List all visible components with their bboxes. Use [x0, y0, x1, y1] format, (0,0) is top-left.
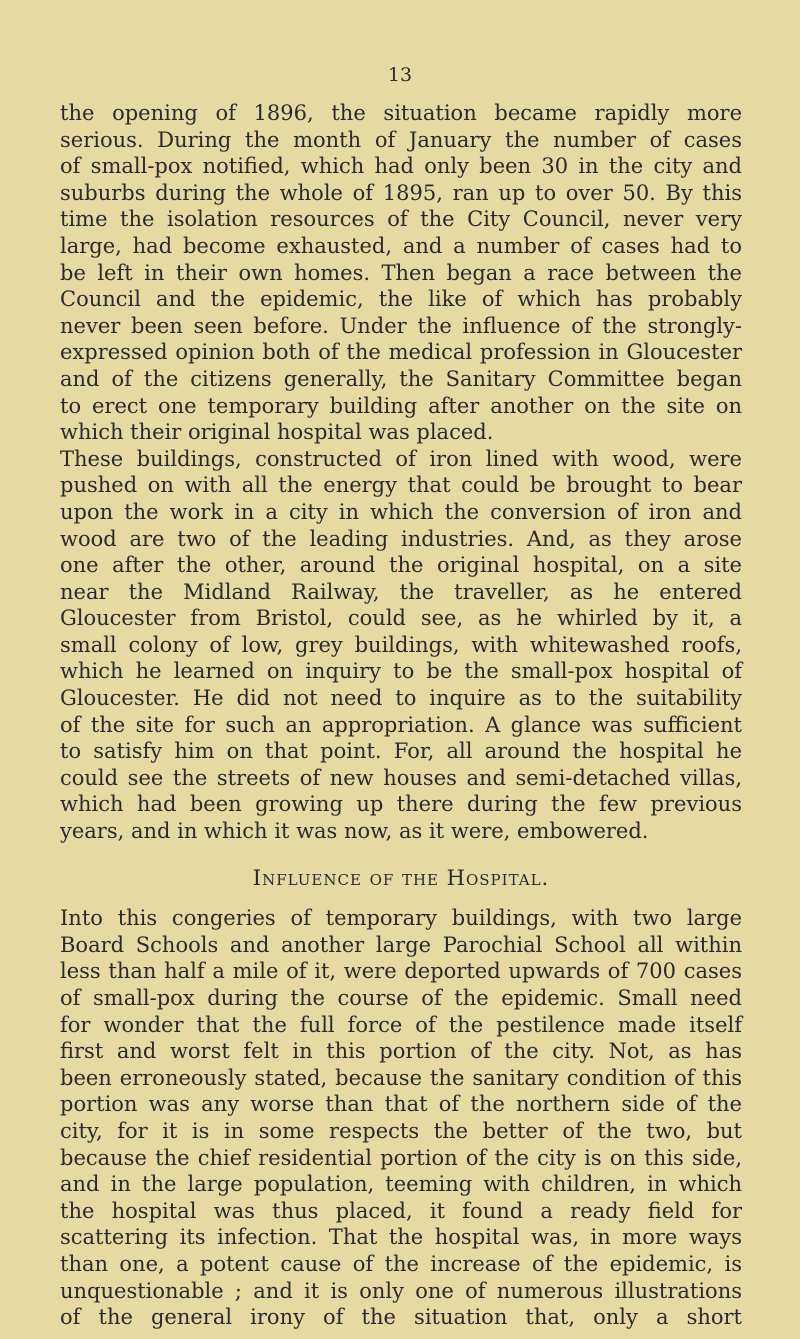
text-line: the hospital was thus placed, it found a ready field for: [60, 1198, 742, 1223]
text-line: less than half a mile of it, were deported upwards of 700 cases: [60, 959, 742, 984]
text-line: first and worst felt in this portion of the city. Not, as has: [60, 1039, 742, 1064]
text-line: of the general irony of the situation that, only a short: [60, 1305, 742, 1330]
text-line: pushed on with all the energy that could be brought to bear: [60, 473, 742, 498]
text-line: because the chief residential portion of the city is on this side,: [60, 1145, 742, 1170]
text-line: near the Midland Railway, the traveller, as he entered: [60, 579, 742, 604]
text-line: Into this congeries of temporary buildings, with two large: [60, 906, 742, 931]
page-number: 13: [387, 64, 413, 86]
text-line: which had been growing up there during the few previous: [60, 792, 742, 817]
body-text: [60, 100, 742, 1331]
paragraph-1: [60, 100, 742, 446]
text-line: wood are two of the leading industries. And, as they arose: [60, 526, 742, 551]
text-line: be left in their own homes. Then began a race between the: [60, 260, 742, 285]
text-line: city, for it is in some respects the better of the two, but: [60, 1118, 742, 1143]
text-line: time the isolation resources of the City Council, never very: [60, 207, 742, 232]
text-line: portion was any worse than that of the northern side of the: [60, 1092, 742, 1117]
text-line: for wonder that the full force of the pestilence made itself: [60, 1012, 742, 1037]
text-line: large, had become exhausted, and a number of cases had to: [60, 233, 742, 258]
text-line: to erect one temporary building after another on the site on: [60, 393, 742, 418]
text-line: the opening of 1896, the situation became rapidly more: [60, 101, 742, 125]
text-line: of small-pox during the course of the epidemic. Small need: [60, 986, 742, 1010]
text-line: could see the streets of new houses and semi-detached villas,: [60, 765, 742, 790]
section-heading: Influence of the Hospital.: [252, 865, 550, 890]
text-line: to satisfy him on that point. For, all around the hospital he: [60, 739, 742, 764]
text-line: Gloucester from Bristol, could see, as he whirled by it, a: [60, 606, 742, 631]
text-line: of the site for such an appropriation. A glance was sufficient: [60, 712, 742, 737]
text-line: serious. During the month of January the number of cases: [60, 127, 742, 152]
text-line: never been seen before. Under the influence of the strongly-: [60, 313, 742, 338]
text-line: one after the other, around the original hospital, on a site: [60, 553, 742, 578]
text-line: expressed opinion both of the medical profession in Gloucester: [60, 340, 742, 365]
text-line: which he learned on inquiry to be the small-pox hospital of: [60, 659, 742, 684]
text-line: which their original hospital was placed.: [60, 420, 494, 445]
text-line: and of the citizens generally, the Sanitary Committee began: [60, 366, 742, 391]
text-line: unquestionable ; and it is only one of numerous illustrations: [60, 1278, 742, 1303]
text-line: than one, a potent cause of the increase of the epidemic, is: [60, 1251, 742, 1276]
text-line: Council and the epidemic, the like of which has probably: [60, 287, 742, 312]
paragraph-3: [60, 905, 742, 1331]
text-line: been erroneously stated, because the sanitary condition of this: [60, 1065, 742, 1090]
text-line: and in the large population, teeming with children, in which: [60, 1172, 742, 1197]
text-line: Board Schools and another large Parochial School all within: [60, 932, 742, 957]
text-line: years, and in which it was now, as it were, embowered.: [60, 819, 649, 844]
text-line: Gloucester. He did not need to inquire as to the suitability: [60, 686, 742, 711]
paragraph-2: [60, 446, 742, 845]
text-line: suburbs during the whole of 1895, ran up to over 50. By this: [60, 180, 742, 205]
text-line: of small-pox notified, which had only been 30 in the city and: [60, 154, 742, 179]
text-line: upon the work in a city in which the conversion of iron and: [60, 499, 742, 524]
text-line: scattering its infection. That the hospital was, in more ways: [60, 1225, 742, 1250]
text-line: small colony of low, grey buildings, with whitewashed roofs,: [60, 632, 742, 657]
text-line: These buildings, constructed of iron lined with wood, were: [60, 446, 742, 471]
